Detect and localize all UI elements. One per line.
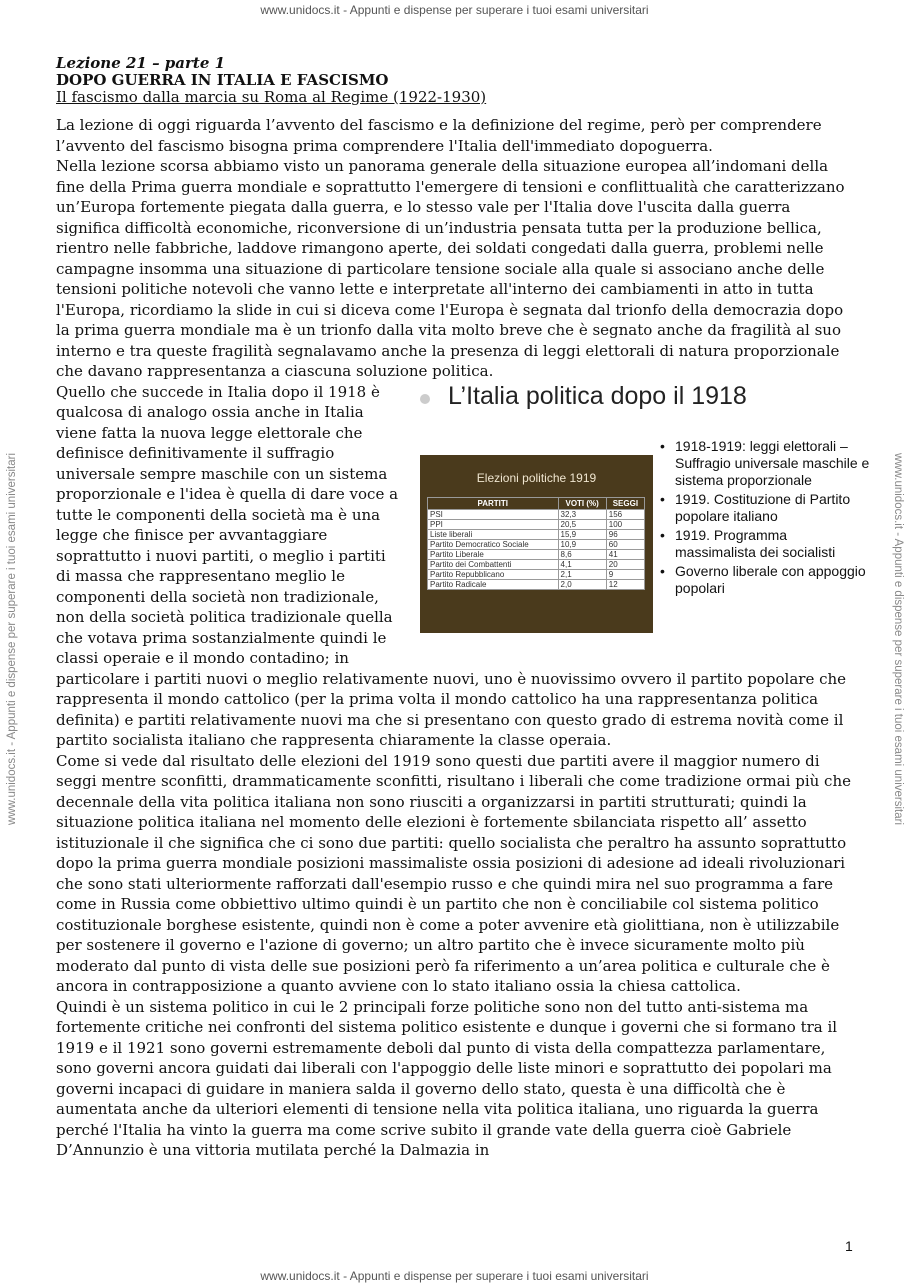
watermark-side-left: www.unidocs.it - Appunti e dispense per superare i tuoi esami universitari (6, 452, 18, 826)
table-row (428, 549, 645, 559)
slide-bullet-dot-icon (420, 394, 430, 404)
party-cell: Partito dei Combattenti (428, 559, 559, 569)
table-header: SEGGI (606, 497, 644, 509)
party-cell: Partito Radicale (428, 579, 559, 589)
table-row (428, 559, 645, 569)
table-row (428, 579, 645, 589)
table-row (428, 529, 645, 539)
lecture-slide (420, 382, 868, 652)
votes-cell: 10,9 (558, 539, 606, 549)
votes-cell: 2,1 (558, 569, 606, 579)
table-row (428, 509, 645, 519)
votes-cell: 8,6 (558, 549, 606, 559)
party-cell: Partito Repubblicano (428, 569, 559, 579)
watermark-side-right: www.unidocs.it - Appunti e dispense per superare i tuoi esami universitari (892, 452, 904, 826)
party-cell: Partito Liberale (428, 549, 559, 559)
election-table-panel (420, 455, 653, 633)
seats-cell: 12 (606, 579, 644, 589)
document-subtitle: Il fascismo dalla marcia su Roma al Regime (1922-1930) (56, 88, 487, 106)
slide-bullet: • 1919. Costituzione di Partito popolare italiano (660, 491, 870, 525)
paragraph-europe: Nella lezione scorsa abbiamo visto un panorama generale della situazione europea all’indomani della fine della Prima guerra mondiale e soprattutto l'emergere di tensioni e conflittualità che caratterizzano un’Europa fortemente piegata dalla guerra, e lo stesso vale per l'Italia dove l'uscita dalla guerra significa difficoltà economiche, riconversione di un’industria pensata tutta per la produzione bellica, rientro nelle fabbriche, laddove rimangono aperte, dei soldati congedati dalla guerra, problemi nelle campagne insomma una situazione di particolare tensione sociale alla quale si associano anche delle tensioni politiche notevoli che vanno lette e interpretate all'interno dei cambiamenti in atto in tutta l'Europa, ricordiamo la slide in cui si diceva come l'Europa è segnata dal trionfo della democrazia dopo la prima guerra mondiale ma è un trionfo dalla vita molto breve che è segnato anche da fragilità al suo interno e tra queste fragilità segnalavamo anche la presenza di leggi elettorali di natura proporzionale che davano rappresentanza a ciascuna soluzione politica. (56, 157, 845, 380)
table-header: PARTITI (428, 497, 559, 509)
election-table (427, 497, 645, 590)
election-table-title: Elezioni politiche 1919 (476, 470, 597, 485)
document-title: DOPO GUERRA IN ITALIA E FASCISMO (56, 71, 389, 89)
paragraph-with-slide (56, 381, 870, 751)
paragraph-political-system: Quindi è un sistema politico in cui le 2 principali forze politiche sono non del tutto anti-sistema ma fortemente critiche nei confronti del sistema politico esistente e dunque i governi che si formano tra il 1919 e il 1921 sono governi estremamente deboli dal punto di vista della compattezza parlamentare, sono governi ancora guidati dai liberali con l'appoggio delle liste minori e soprattutto dei popolari ma governi incapaci di guidare in maniera salda il governo dello stato, questa è una difficoltà che è aumentata anche da ulteriori elementi di tensione nella vita politica italiana, uno riguarda la guerra perché l'Italia ha vinto la guerra ma come scrive subito il grande vate della guerra cioè Gabriele D’Annunzio è una vittoria mutilata perché la Dalmazia in (56, 997, 838, 1159)
party-cell: PSI (428, 509, 559, 519)
table-row (428, 569, 645, 579)
seats-cell: 20 (606, 559, 644, 569)
watermark-banner-bottom: www.unidocs.it - Appunti e dispense per superare i tuoi esami universitari (260, 1269, 649, 1283)
slide-bullet-list (660, 438, 870, 599)
votes-cell: 2,0 (558, 579, 606, 589)
slide-bullet: • Governo liberale con appoggio popolari (660, 563, 870, 597)
party-cell: Liste liberali (428, 529, 559, 539)
votes-cell: 15,9 (558, 529, 606, 539)
slide-title: L’Italia politica dopo il 1918 (448, 381, 747, 410)
votes-cell: 4,1 (558, 559, 606, 569)
table-header: VOTI (%) (558, 497, 606, 509)
paragraph-italy-1918: Quello che succede in Italia dopo il 1918 è qualcosa di analogo ossia anche in Italia viene fatta la nuova legge elettorale che definisce definitivamente il suffragio universale sempre maschile con un sistema proporzionale e l'idea è quella di dare voce a tutte le componenti della società ma è una legge che finisce per avvantaggiare soprattutto i nuovi partiti, o meglio i partiti di massa che rappresentano meglio le componenti della società non tradizionale, non della società politica tradizionale quella che votava prima sostanzialmente quindi le classi operaie e il mondo contadino; in particolare i partiti nuovi o meglio relativamente nuovi, uno è nuovissimo ovvero il partito popolare che rappresenta il mondo cattolico (per la prima volta il mondo cattolico ha una rappresentanza politica definita) e partiti relativamente nuovi ma che si presentano con questo grado di estrema novità come il partito socialista italiano che rappresenta chiaramente la classe operaia. (56, 382, 847, 749)
paragraph-intro: La lezione di oggi riguarda l’avvento del fascismo e la definizione del regime, però per comprendere l’avvento del fascismo bisogna prima comprendere l'Italia dell'immediato dopoguerra. (56, 116, 822, 155)
lesson-heading: Lezione 21 – parte 1 (56, 54, 226, 72)
votes-cell: 32,3 (558, 509, 606, 519)
seats-cell: 60 (606, 539, 644, 549)
party-cell: PPI (428, 519, 559, 529)
document-body (56, 54, 870, 1161)
party-cell: Partito Democratico Sociale (428, 539, 559, 549)
slide-bullet: • 1919. Programma massimalista dei socialisti (660, 527, 870, 561)
page-number: 1 (845, 1238, 853, 1254)
seats-cell: 96 (606, 529, 644, 539)
table-row (428, 519, 645, 529)
seats-cell: 9 (606, 569, 644, 579)
seats-cell: 156 (606, 509, 644, 519)
seats-cell: 41 (606, 549, 644, 559)
table-row (428, 539, 645, 549)
watermark-banner-top: www.unidocs.it - Appunti e dispense per superare i tuoi esami universitari (260, 3, 649, 17)
paragraph-elections-1919: Come si vede dal risultato delle elezioni del 1919 sono questi due partiti avere il maggior numero di seggi mentre sconfitti, drammaticamente sconfitti, risultano i liberali che come tradizione ormai più che decennale della vita politica italiana non sono riusciti a organizzarsi in partiti strutturati; quindi la situazione politica italiana nel momento delle elezioni è fortemente sbilanciata rispetto all’ assetto istituzionale il che significa che ci sono due partiti: quello socialista che peraltro ha assunto soprattutto dopo la prima guerra mondiale posizioni massimaliste ossia posizioni di adesione ad ideali rivoluzionari che sono stati ulteriormente rafforzati dall'esempio russo e che quindi mira nel suo programma a fare come in Russia come obbiettivo ultimo quindi è un partito che non è conciliabile col sistema politico costituzionale borghese esistente, quindi non è come a poter avvenire età giolittiana, non è utilizzabile per sostenere il governo e l'azione di governo; un altro partito che è invece sicuramente molto più moderato dal punto di vista delle sue posizioni però fa riferimento a un’area politica e culturale che è ancora in contrapposizione a quanto avviene con lo stato italiano ossia la chiesa cattolica. (56, 751, 851, 995)
seats-cell: 100 (606, 519, 644, 529)
slide-bullet: • 1918-1919: leggi elettorali – Suffragio universale maschile e sistema proporzionale (660, 438, 870, 489)
votes-cell: 20,5 (558, 519, 606, 529)
